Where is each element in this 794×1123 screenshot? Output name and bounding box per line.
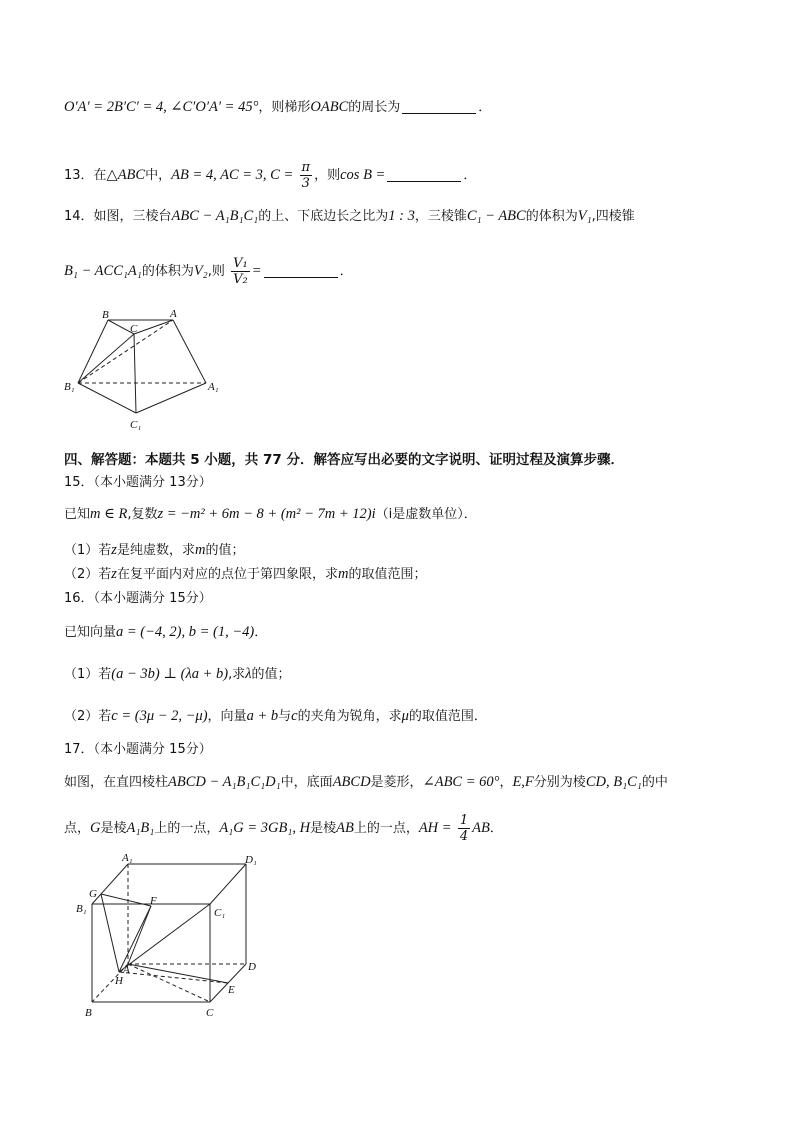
q17-label-C1: C₁ xyxy=(214,907,226,919)
q17-l2-e: 上的一点， xyxy=(353,821,419,836)
q15-p1-m1: z xyxy=(111,542,117,558)
q13-number: 13．在 xyxy=(64,168,107,183)
q16-stem-m: a = (−4, 2), b = (1, −4) xyxy=(116,624,255,640)
q14-answer-blank xyxy=(264,263,338,278)
q15-p2-c: 的取值范围； xyxy=(348,567,427,582)
q16-p1-b: ,求 xyxy=(228,667,246,682)
q14-frac-den: V₂ xyxy=(233,272,248,287)
q14-l1-b: 的上、下底边长之比为 xyxy=(258,209,389,224)
q17-l2-m3: A₁G = 3GB₁, H xyxy=(219,820,311,836)
q17-label-B: B xyxy=(85,1007,92,1019)
q14-l2-b: ,则 xyxy=(207,264,225,279)
q15-p2-m2: m xyxy=(337,566,349,582)
q16-part2 xyxy=(64,706,487,727)
q13-frac-num: π xyxy=(301,160,311,175)
q17-label-E: E xyxy=(228,984,235,996)
q12-answer-blank xyxy=(402,99,476,114)
q15-part2 xyxy=(64,564,426,585)
q15-p1-c: 的值； xyxy=(205,543,245,558)
q14-eq: = xyxy=(251,263,262,279)
q13-math2: cos B = xyxy=(340,167,386,183)
q17-label-A1: A₁ xyxy=(122,852,133,864)
q17-l2-c: 上的一点， xyxy=(154,821,220,836)
q16-p2-d: 的夹角为锐角，求 xyxy=(297,709,402,724)
q16-p1-a: （1）若 xyxy=(64,667,112,682)
q13-math: AB = 4, AC = 3, C = xyxy=(171,167,294,183)
q15-p1-b: 是纯虚数，求 xyxy=(116,543,195,558)
q17-l1-f: 的中 xyxy=(641,775,668,790)
q12-end: ． xyxy=(478,100,492,115)
q13-end: ． xyxy=(463,168,477,183)
q13-text1: 中， xyxy=(145,168,172,183)
q17-label-D: D xyxy=(248,961,256,973)
q13-text2: ，则 xyxy=(314,168,341,183)
q17-l2-m1: G xyxy=(90,820,101,836)
q17-l1-m2: ABCD xyxy=(332,774,371,790)
q14-frac-num: V₁ xyxy=(233,256,248,271)
q17-frac-num: 1 xyxy=(459,813,469,828)
q12-line xyxy=(64,97,491,118)
q16-stem-a: 已知向量 xyxy=(64,625,117,640)
q17-line2 xyxy=(64,813,503,844)
q14-label-C: C xyxy=(130,323,138,335)
q16-stem-end: ． xyxy=(254,625,268,640)
q14-label-A: A xyxy=(170,308,177,320)
q13-tri: △ABC xyxy=(106,167,146,183)
q15-stem-m2: z = −m² + 6m − 8 + (m² − 7m + 12)i xyxy=(157,506,376,522)
q15-stem xyxy=(64,504,477,525)
q15-stem-c: （i是虚数单位）． xyxy=(375,507,477,522)
q15-stem-a: 已知 xyxy=(64,507,91,522)
q14-l1-m3: C₁ − ABC xyxy=(466,208,526,224)
q17-l2-m5: AH = xyxy=(418,820,452,836)
q16-p1-m2: λ xyxy=(245,666,252,682)
q15-part1 xyxy=(64,540,244,561)
q15-header: 15．（本小题满分 13分） xyxy=(64,475,212,490)
q17-l2-b: 是棱 xyxy=(100,821,127,836)
section4-heading: 四、解答题：本题共 5 小题，共 77 分．解答应写出必要的文字说明、证明过程及演算步骤． xyxy=(64,452,624,468)
q17-frac-den: 4 xyxy=(459,829,469,844)
q14-l1-d: 的体积为 xyxy=(525,209,578,224)
q15-p1-a: （1）若 xyxy=(64,543,112,558)
q14-l1-m4: V₁ xyxy=(577,208,592,224)
q12-math: O′A′ = 2B′C′ = 4, ∠C′O′A′ = 45° xyxy=(64,99,259,115)
q17-l1-b: 中，底面 xyxy=(280,775,333,790)
q17-l1-a: 如图，在直四棱柱 xyxy=(64,775,169,790)
q16-p2-b: ，向量 xyxy=(207,709,247,724)
q17-l1-m1: ABCD − A₁B₁C₁D₁ xyxy=(168,774,281,790)
q17-fraction xyxy=(458,813,470,844)
q16-p1-m: (a − 3b) ⊥ (λa + b) xyxy=(111,666,229,682)
q17-l1-m5: CD, B₁C₁ xyxy=(585,774,642,790)
q15-p2-m1: z xyxy=(111,566,117,582)
q16-stem xyxy=(64,622,267,643)
q14-l2-m2: V₂ xyxy=(193,263,208,279)
q17-l1-m3: ∠ABC = 60° xyxy=(422,774,500,790)
q16-p2-m4: μ xyxy=(401,708,409,724)
q14-label-A1: A₁ xyxy=(208,381,219,393)
q16-p2-a: （2）若 xyxy=(64,709,112,724)
q17-l1-e: 分别为棱 xyxy=(533,775,586,790)
q17-l2-d: 是棱 xyxy=(310,821,337,836)
q16-p2-c: 与 xyxy=(278,709,292,724)
q15-p1-m2: m xyxy=(194,542,206,558)
q14-label-C1: C₁ xyxy=(130,419,142,431)
q14-label-B1: B₁ xyxy=(64,381,75,393)
q13-fraction xyxy=(300,160,313,191)
q14-l1-e: ,四棱锥 xyxy=(591,209,635,224)
q17-line1 xyxy=(64,772,668,793)
q16-header: 16．（本小题满分 15分） xyxy=(64,591,212,606)
q17-l2-a: 点， xyxy=(64,821,91,836)
q14-fraction xyxy=(231,256,250,287)
q14-l2-m1: B₁ − ACC₁A₁ xyxy=(64,263,142,279)
q17-l1-m4: E,F xyxy=(512,774,534,790)
q17-l1-d: ， xyxy=(499,775,513,790)
q13-answer-blank xyxy=(387,167,461,182)
q16-p2-e: 的取值范围． xyxy=(408,709,487,724)
q14-l1-m2: 1 : 3 xyxy=(388,208,415,224)
q14-label-B: B xyxy=(102,309,109,321)
q16-p2-m2: a + b xyxy=(246,708,279,724)
q17-label-H: H xyxy=(115,975,123,987)
q14-l2-a: 的体积为 xyxy=(141,264,194,279)
q17-l2-end: ． xyxy=(489,821,503,836)
q16-p2-m3: c xyxy=(291,708,298,724)
q14-line2 xyxy=(64,256,353,287)
q15-p2-a: （2）若 xyxy=(64,567,112,582)
q16-part1 xyxy=(64,664,291,685)
q17-l2-m4: AB xyxy=(336,820,354,836)
q17-label-D1: D₁ xyxy=(245,854,257,866)
q17-label-A: A xyxy=(123,964,130,976)
q15-p2-b: 在复平面内对应的点位于第四象限，求 xyxy=(116,567,338,582)
q12-text: ，则梯形 xyxy=(258,100,311,115)
q17-l2-m6: AB xyxy=(472,820,490,836)
q16-p2-m: c = (3μ − 2, −μ) xyxy=(111,708,208,724)
q17-label-F: F xyxy=(150,895,157,907)
q14-frustum-figure xyxy=(60,304,230,434)
q14-end: ． xyxy=(339,264,353,279)
q14-l1-m1: ABC − A₁B₁C₁ xyxy=(171,208,259,224)
q12-math2: OABC xyxy=(310,99,349,115)
q17-label-G: G xyxy=(89,888,97,900)
q16-p1-c: 的值； xyxy=(251,667,291,682)
q14-l1-c: ，三棱锥 xyxy=(414,209,467,224)
q17-label-C: C xyxy=(206,1007,214,1019)
q12-text2: 的周长为 xyxy=(348,100,401,115)
q15-stem-b: ,复数 xyxy=(127,507,158,522)
q17-prism-figure xyxy=(70,852,270,1022)
q13-line xyxy=(64,160,476,191)
q13-frac-den: 3 xyxy=(301,176,310,191)
q17-l2-m2: A₁B₁ xyxy=(126,820,155,836)
q17-l1-c: 是菱形， xyxy=(370,775,423,790)
q14-line1 xyxy=(64,206,635,227)
q15-stem-m1: m ∈ R xyxy=(90,506,128,522)
q17-label-B1: B₁ xyxy=(76,903,87,915)
q14-l1-a: 14．如图，三棱台 xyxy=(64,209,172,224)
q17-header: 17．（本小题满分 15分） xyxy=(64,742,212,757)
